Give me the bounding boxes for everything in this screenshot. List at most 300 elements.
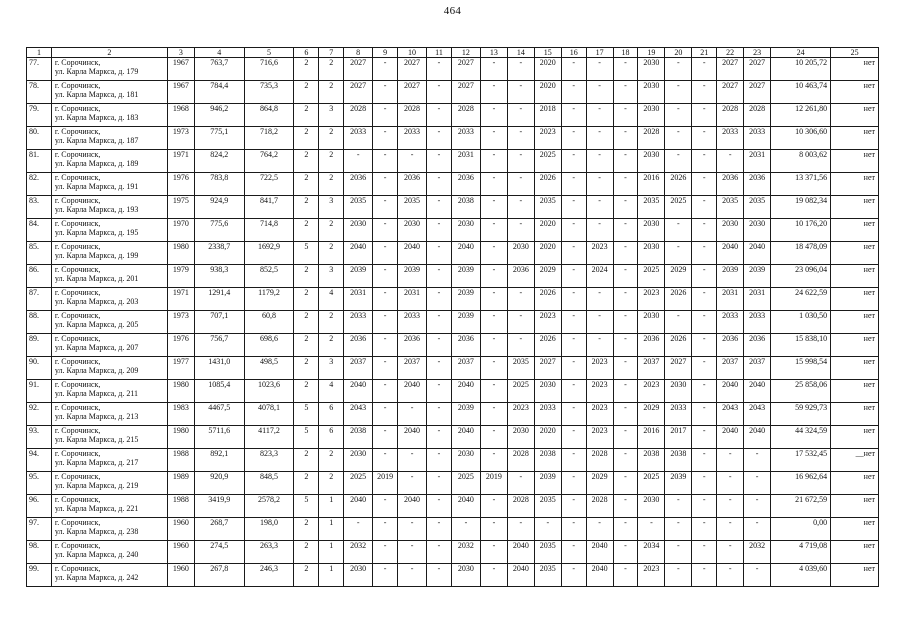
- table-cell: -: [427, 265, 452, 288]
- table-cell: -: [665, 104, 692, 127]
- table-cell: 2023: [638, 288, 665, 311]
- table-cell: 2030: [744, 219, 771, 242]
- address-cell: [51, 265, 167, 288]
- table-cell: 2039: [665, 472, 692, 495]
- table-cell: нет: [831, 127, 879, 150]
- address-city: г. Сорочинск,: [54, 541, 101, 550]
- table-cell: 5: [294, 403, 319, 426]
- address-city: г. Сорочинск,: [54, 380, 101, 389]
- table-cell: 1179,2: [244, 288, 294, 311]
- table-cell: 2036: [398, 173, 427, 196]
- table-cell: 2043: [717, 403, 744, 426]
- table-cell: 2033: [398, 311, 427, 334]
- table-cell: -: [561, 173, 586, 196]
- table-cell: -: [398, 564, 427, 587]
- table-cell: 2030: [534, 380, 561, 403]
- table-cell: 1: [319, 518, 344, 541]
- row-number: 94.: [27, 449, 52, 472]
- address-street: ул. Карла Маркса, д. 238: [54, 527, 139, 536]
- table-cell: -: [480, 403, 507, 426]
- table-cell: 1971: [167, 288, 194, 311]
- table-cell: -: [613, 472, 638, 495]
- table-cell: 2: [294, 564, 319, 587]
- table-cell: 1989: [167, 472, 194, 495]
- table-cell: -: [507, 196, 534, 219]
- table-cell: 2023: [638, 380, 665, 403]
- table-cell: -: [613, 288, 638, 311]
- table-body: [27, 58, 879, 587]
- table-cell: -: [561, 449, 586, 472]
- table-cell: -: [692, 334, 717, 357]
- table-cell: -: [665, 518, 692, 541]
- address-cell: [51, 173, 167, 196]
- table-cell: 2039: [717, 265, 744, 288]
- table-cell: 2: [294, 288, 319, 311]
- table-cell: 2037: [451, 357, 480, 380]
- address-cell: [51, 334, 167, 357]
- table-cell: -: [480, 380, 507, 403]
- table-cell: -: [427, 150, 452, 173]
- address-city: г. Сорочинск,: [54, 265, 101, 274]
- table-cell: -: [427, 357, 452, 380]
- table-cell: 2027: [398, 81, 427, 104]
- table-cell: 2031: [451, 150, 480, 173]
- table-row: [27, 518, 879, 541]
- table-cell: -: [507, 104, 534, 127]
- table-cell: -: [561, 334, 586, 357]
- table-cell: 2: [294, 81, 319, 104]
- column-header: 13: [480, 48, 507, 58]
- address-street: ул. Карла Маркса, д. 219: [54, 481, 139, 490]
- table-cell: 718,2: [244, 127, 294, 150]
- table-cell: 2: [294, 127, 319, 150]
- row-number: 78.: [27, 81, 52, 104]
- table-cell: -: [480, 357, 507, 380]
- table-cell: 2033: [534, 403, 561, 426]
- table-cell: 2039: [534, 472, 561, 495]
- row-number: 95.: [27, 472, 52, 495]
- table-cell: 2024: [586, 265, 613, 288]
- table-row: [27, 357, 879, 380]
- table-cell: -: [561, 541, 586, 564]
- table-cell: 2030: [344, 564, 373, 587]
- table-cell: 1967: [167, 81, 194, 104]
- table-cell: 19 082,34: [771, 196, 831, 219]
- table-cell: -: [373, 196, 398, 219]
- table-row: [27, 242, 879, 265]
- table-cell: 2035: [534, 495, 561, 518]
- table-cell: 2040: [586, 541, 613, 564]
- table-cell: -: [561, 219, 586, 242]
- table-cell: 1960: [167, 541, 194, 564]
- table-cell: -: [692, 173, 717, 196]
- address-cell: [51, 449, 167, 472]
- table-cell: -: [480, 426, 507, 449]
- address-cell: [51, 242, 167, 265]
- address-city: г. Сорочинск,: [54, 150, 101, 159]
- table-cell: 763,7: [194, 58, 244, 81]
- table-cell: -: [692, 196, 717, 219]
- table-cell: 498,5: [244, 357, 294, 380]
- table-cell: 2023: [586, 380, 613, 403]
- column-header: 8: [344, 48, 373, 58]
- table-row: [27, 380, 879, 403]
- column-header: 5: [244, 48, 294, 58]
- table-row: [27, 58, 879, 81]
- table-cell: __нет: [831, 449, 879, 472]
- table-cell: 2018: [534, 104, 561, 127]
- table-cell: 1975: [167, 196, 194, 219]
- table-cell: 2578,2: [244, 495, 294, 518]
- table-cell: 2032: [344, 541, 373, 564]
- table-cell: -: [480, 173, 507, 196]
- address-street: ул. Карла Маркса, д. 221: [54, 504, 139, 513]
- table-cell: -: [613, 219, 638, 242]
- table-cell: 2036: [344, 173, 373, 196]
- address-city: г. Сорочинск,: [54, 472, 101, 481]
- table-cell: 18 478,09: [771, 242, 831, 265]
- column-header: 6: [294, 48, 319, 58]
- table-cell: 2040: [451, 426, 480, 449]
- table-cell: -: [480, 495, 507, 518]
- table-cell: 2030: [638, 81, 665, 104]
- table-cell: -: [561, 311, 586, 334]
- table-cell: -: [561, 518, 586, 541]
- table-cell: -: [665, 219, 692, 242]
- table-cell: -: [451, 518, 480, 541]
- table-cell: -: [427, 127, 452, 150]
- row-number: 84.: [27, 219, 52, 242]
- address-street: ул. Карла Маркса, д. 201: [54, 274, 139, 283]
- table-cell: 1 030,50: [771, 311, 831, 334]
- table-cell: 2: [294, 357, 319, 380]
- column-header: 17: [586, 48, 613, 58]
- table-row: [27, 173, 879, 196]
- table-cell: 2: [319, 81, 344, 104]
- table-cell: -: [613, 81, 638, 104]
- table-cell: 1085,4: [194, 380, 244, 403]
- table-cell: -: [480, 541, 507, 564]
- table-cell: 2043: [344, 403, 373, 426]
- table-cell: 2028: [586, 449, 613, 472]
- table-cell: 716,6: [244, 58, 294, 81]
- table-cell: нет: [831, 426, 879, 449]
- table-cell: 1291,4: [194, 288, 244, 311]
- table-cell: 1983: [167, 403, 194, 426]
- table-cell: -: [613, 104, 638, 127]
- table-cell: -: [665, 311, 692, 334]
- table-cell: -: [373, 518, 398, 541]
- table-cell: -: [717, 150, 744, 173]
- table-cell: 5711,6: [194, 426, 244, 449]
- table-cell: 2038: [534, 449, 561, 472]
- table-row: [27, 449, 879, 472]
- address-street: ул. Карла Маркса, д. 217: [54, 458, 139, 467]
- table-cell: 2040: [507, 541, 534, 564]
- housing-registry-table: [26, 47, 879, 587]
- table-cell: 2038: [451, 196, 480, 219]
- address-city: г. Сорочинск,: [54, 219, 101, 228]
- table-cell: 2023: [586, 403, 613, 426]
- table-cell: 1: [319, 564, 344, 587]
- table-cell: -: [398, 541, 427, 564]
- table-row: [27, 495, 879, 518]
- table-cell: 938,3: [194, 265, 244, 288]
- table-cell: нет: [831, 357, 879, 380]
- table-cell: -: [373, 403, 398, 426]
- table-cell: 2043: [744, 403, 771, 426]
- table-cell: -: [373, 357, 398, 380]
- table-cell: 1973: [167, 311, 194, 334]
- table-cell: -: [744, 449, 771, 472]
- table-cell: -: [398, 403, 427, 426]
- table-cell: 4078,1: [244, 403, 294, 426]
- table-cell: 60,8: [244, 311, 294, 334]
- table-cell: -: [613, 564, 638, 587]
- table-cell: -: [507, 334, 534, 357]
- table-cell: 2: [294, 541, 319, 564]
- table-cell: -: [561, 380, 586, 403]
- address-city: г. Сорочинск,: [54, 426, 101, 435]
- table-cell: 2037: [717, 357, 744, 380]
- address-city: г. Сорочинск,: [54, 449, 101, 458]
- page-number: 464: [443, 5, 462, 17]
- table-cell: 17 532,45: [771, 449, 831, 472]
- table-row: [27, 311, 879, 334]
- table-cell: 852,5: [244, 265, 294, 288]
- table-cell: 13 371,56: [771, 173, 831, 196]
- table-cell: -: [561, 564, 586, 587]
- table-cell: -: [561, 403, 586, 426]
- row-number: 98.: [27, 541, 52, 564]
- address-cell: [51, 150, 167, 173]
- table-cell: -: [586, 150, 613, 173]
- table-cell: 2033: [344, 311, 373, 334]
- table-cell: 2023: [507, 403, 534, 426]
- table-cell: 2040: [744, 242, 771, 265]
- table-cell: -: [427, 311, 452, 334]
- table-cell: 5: [294, 242, 319, 265]
- table-cell: 4: [319, 380, 344, 403]
- table-row: [27, 104, 879, 127]
- table-cell: -: [507, 58, 534, 81]
- table-cell: -: [507, 288, 534, 311]
- table-cell: -: [507, 518, 534, 541]
- table-cell: -: [692, 357, 717, 380]
- address-cell: [51, 81, 167, 104]
- row-number: 79.: [27, 104, 52, 127]
- table-cell: 2030: [451, 219, 480, 242]
- table-cell: 2035: [717, 196, 744, 219]
- table-cell: 2037: [744, 357, 771, 380]
- table-cell: 1988: [167, 495, 194, 518]
- table-cell: -: [586, 58, 613, 81]
- table-cell: -: [480, 196, 507, 219]
- table-cell: 2027: [344, 58, 373, 81]
- table-cell: -: [398, 472, 427, 495]
- table-cell: 722,5: [244, 173, 294, 196]
- row-number: 88.: [27, 311, 52, 334]
- table-cell: 2020: [534, 426, 561, 449]
- address-cell: [51, 380, 167, 403]
- table-cell: 2028: [507, 495, 534, 518]
- table-cell: -: [373, 127, 398, 150]
- table-cell: 2036: [451, 334, 480, 357]
- table-cell: -: [613, 127, 638, 150]
- table-cell: -: [480, 334, 507, 357]
- table-cell: 3: [319, 104, 344, 127]
- table-cell: -: [344, 150, 373, 173]
- table-cell: -: [427, 104, 452, 127]
- table-cell: 2040: [344, 495, 373, 518]
- table-cell: 2038: [344, 426, 373, 449]
- column-header: 24: [771, 48, 831, 58]
- table-cell: 2025: [638, 472, 665, 495]
- table-cell: -: [744, 564, 771, 587]
- table-cell: 2027: [744, 81, 771, 104]
- address-city: г. Сорочинск,: [54, 288, 101, 297]
- table-cell: 1023,6: [244, 380, 294, 403]
- table-cell: -: [480, 311, 507, 334]
- address-street: ул. Карла Маркса, д. 207: [54, 343, 139, 352]
- table-cell: нет: [831, 173, 879, 196]
- address-city: г. Сорочинск,: [54, 81, 101, 90]
- table-cell: -: [427, 449, 452, 472]
- table-cell: -: [692, 219, 717, 242]
- table-cell: 2026: [534, 173, 561, 196]
- table-cell: 2: [294, 219, 319, 242]
- table-cell: 2033: [665, 403, 692, 426]
- table-cell: 2039: [398, 265, 427, 288]
- table-cell: 2025: [451, 472, 480, 495]
- table-cell: 2033: [344, 127, 373, 150]
- table-cell: 2031: [717, 288, 744, 311]
- table-cell: -: [692, 449, 717, 472]
- table-cell: 783,8: [194, 173, 244, 196]
- table-cell: 2: [319, 150, 344, 173]
- table-cell: 2037: [398, 357, 427, 380]
- address-street: ул. Карла Маркса, д. 181: [54, 90, 139, 99]
- table-cell: 2036: [507, 265, 534, 288]
- table-cell: 2028: [586, 495, 613, 518]
- table-cell: 1960: [167, 518, 194, 541]
- table-cell: 714,8: [244, 219, 294, 242]
- table-cell: 2: [294, 173, 319, 196]
- table-cell: 10 306,60: [771, 127, 831, 150]
- table-row: [27, 403, 879, 426]
- table-cell: 2040: [717, 426, 744, 449]
- table-cell: 2028: [717, 104, 744, 127]
- table-cell: 2: [294, 150, 319, 173]
- table-cell: -: [507, 150, 534, 173]
- table-cell: 775,6: [194, 219, 244, 242]
- table-cell: 1973: [167, 127, 194, 150]
- table-cell: 3: [319, 196, 344, 219]
- table-cell: 892,1: [194, 449, 244, 472]
- table-cell: 2030: [638, 219, 665, 242]
- table-cell: 2032: [744, 541, 771, 564]
- table-cell: -: [373, 242, 398, 265]
- table-cell: 1979: [167, 265, 194, 288]
- table-cell: 246,3: [244, 564, 294, 587]
- column-header: 25: [831, 48, 879, 58]
- table-cell: 2035: [534, 541, 561, 564]
- address-cell: [51, 426, 167, 449]
- table-cell: 2040: [717, 242, 744, 265]
- table-cell: 4117,2: [244, 426, 294, 449]
- table-cell: 2028: [507, 449, 534, 472]
- table-cell: -: [692, 242, 717, 265]
- table-cell: -: [717, 472, 744, 495]
- table-cell: 2035: [638, 196, 665, 219]
- address-cell: [51, 357, 167, 380]
- table-cell: 2040: [744, 380, 771, 403]
- table-cell: -: [427, 242, 452, 265]
- table-cell: -: [561, 495, 586, 518]
- table-cell: 23 096,04: [771, 265, 831, 288]
- table-cell: 1976: [167, 334, 194, 357]
- table-cell: 3419,9: [194, 495, 244, 518]
- table-cell: -: [613, 311, 638, 334]
- table-cell: -: [586, 219, 613, 242]
- table-cell: 10 205,72: [771, 58, 831, 81]
- table-row: [27, 81, 879, 104]
- table-cell: 2031: [398, 288, 427, 311]
- table-cell: 735,3: [244, 81, 294, 104]
- address-street: ул. Карла Маркса, д. 205: [54, 320, 139, 329]
- table-cell: 2040: [344, 380, 373, 403]
- column-header: 12: [451, 48, 480, 58]
- table-cell: -: [373, 288, 398, 311]
- table-cell: 2: [319, 219, 344, 242]
- table-cell: 784,4: [194, 81, 244, 104]
- table-cell: 263,3: [244, 541, 294, 564]
- table-cell: -: [398, 150, 427, 173]
- table-cell: 2040: [451, 242, 480, 265]
- table-cell: 2338,7: [194, 242, 244, 265]
- address-city: г. Сорочинск,: [54, 196, 101, 205]
- table-cell: -: [586, 104, 613, 127]
- table-cell: 2033: [451, 127, 480, 150]
- table-cell: 5: [294, 495, 319, 518]
- table-cell: 698,6: [244, 334, 294, 357]
- table-cell: нет: [831, 403, 879, 426]
- column-header: 3: [167, 48, 194, 58]
- table-cell: -: [480, 265, 507, 288]
- table-cell: -: [480, 564, 507, 587]
- table-cell: 2035: [534, 196, 561, 219]
- column-header: 16: [561, 48, 586, 58]
- table-cell: 764,2: [244, 150, 294, 173]
- table-cell: -: [744, 472, 771, 495]
- table-cell: 707,1: [194, 311, 244, 334]
- table-cell: -: [373, 219, 398, 242]
- table-cell: -: [586, 173, 613, 196]
- table-cell: 59 929,73: [771, 403, 831, 426]
- table-cell: 2: [294, 518, 319, 541]
- table-cell: -: [561, 58, 586, 81]
- table-cell: 2020: [534, 219, 561, 242]
- table-cell: -: [534, 518, 561, 541]
- table-cell: 2040: [717, 380, 744, 403]
- table-cell: 2040: [398, 495, 427, 518]
- table-cell: -: [344, 518, 373, 541]
- table-cell: нет: [831, 58, 879, 81]
- table-cell: -: [692, 564, 717, 587]
- table-cell: -: [692, 265, 717, 288]
- table-cell: -: [586, 311, 613, 334]
- table-cell: 2034: [638, 541, 665, 564]
